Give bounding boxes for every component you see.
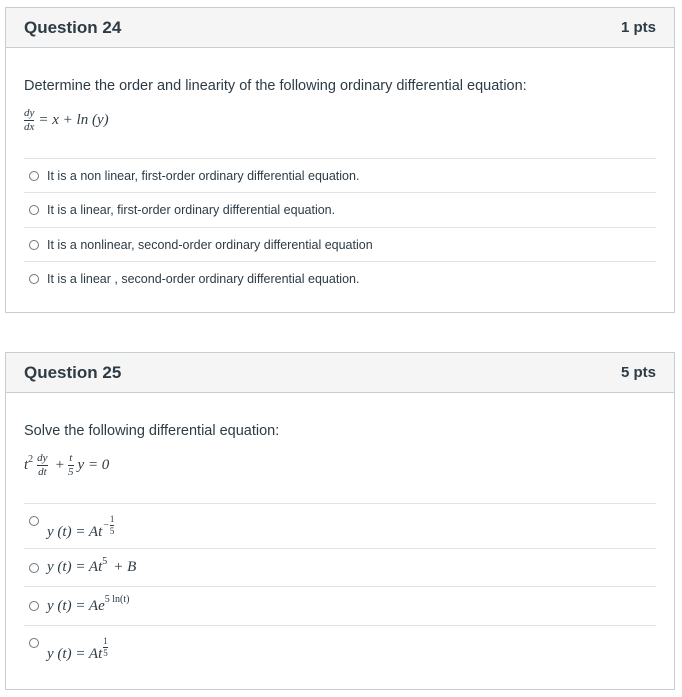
answer-option[interactable]	[24, 548, 656, 586]
derivative-fraction	[24, 108, 34, 133]
answer-base: y (t) = At	[47, 524, 103, 540]
question-header	[6, 353, 674, 393]
question-points: 5 pts	[620, 364, 656, 381]
fraction-numerator: dy	[37, 452, 48, 464]
fraction-numerator: t	[69, 452, 73, 464]
equation-t: t	[24, 457, 29, 473]
exponent-denominator: 5	[109, 526, 115, 536]
answer-math	[47, 636, 108, 665]
radio-button[interactable]	[29, 601, 39, 611]
answer-label: It is a linear, first-order ordinary differential equation.	[47, 203, 336, 217]
answer-option[interactable]	[24, 261, 656, 295]
radio-button[interactable]	[29, 171, 39, 181]
question-title: Question 25	[24, 362, 122, 382]
radio-button[interactable]	[29, 240, 39, 250]
radio-button[interactable]	[29, 205, 39, 215]
exponent-denominator: 5	[103, 648, 108, 658]
answer-list	[24, 158, 656, 295]
answer-option[interactable]	[24, 227, 656, 261]
answer-base: y (t) = At	[47, 559, 103, 575]
answer-label: It is a linear , second-order ordinary differential equation.	[47, 271, 360, 286]
answer-label: It is a non linear, first-order ordinary differential equation.	[47, 168, 360, 183]
fraction-numerator: dy	[24, 107, 35, 119]
question-points: 1 pts	[620, 19, 656, 36]
answer-math	[47, 514, 115, 543]
answer-math: y (t) = Ae $^{5 ln(t)}$	[47, 594, 130, 614]
question-24-card	[5, 7, 675, 313]
fraction-denominator: dx	[24, 121, 35, 133]
question-equation: t $^2$ $\frac{dy}{dt}$ + $\frac{t}{5}$ y = 0	[24, 452, 110, 478]
answer-tail: + B	[113, 559, 137, 575]
fraction-denominator: 5	[68, 466, 74, 478]
answer-list	[24, 503, 656, 673]
question-equation	[24, 108, 109, 133]
radio-button[interactable]	[29, 274, 39, 284]
equation-plus: +	[55, 457, 65, 473]
equation-rhs: = x + ln (y)	[38, 112, 109, 128]
exponent-numerator: 1	[109, 514, 115, 524]
answer-exponent	[103, 637, 108, 658]
radio-button[interactable]	[29, 638, 39, 648]
answer-option[interactable]	[24, 586, 656, 625]
answer-base: y (t) = Ae	[47, 597, 105, 614]
answer-option[interactable]	[24, 503, 656, 548]
answer-option[interactable]	[24, 158, 656, 192]
question-25-card	[5, 352, 675, 690]
coefficient-fraction	[68, 453, 74, 478]
radio-button[interactable]	[29, 516, 39, 526]
radio-button[interactable]	[29, 563, 39, 573]
answer-label: It is a nonlinear, second-order ordinary differential equation	[47, 237, 373, 252]
answer-exponent	[103, 515, 114, 536]
exponent-numerator: 1	[103, 636, 108, 646]
question-header	[6, 8, 674, 48]
equation-rest: y = 0	[77, 457, 110, 473]
answer-math: y (t) = At $^5$ + B	[47, 555, 137, 575]
question-prompt: Solve the following differential equation:	[24, 423, 280, 439]
fraction-denominator: dt	[38, 466, 47, 478]
answer-option[interactable]	[24, 625, 656, 673]
exponent-sign: −	[103, 520, 109, 531]
question-prompt: Determine the order and linearity of the following ordinary differential equation:	[24, 78, 527, 94]
answer-base: y (t) = At	[47, 646, 103, 662]
derivative-fraction	[37, 453, 47, 478]
answer-option[interactable]	[24, 192, 656, 227]
question-title: Question 24	[24, 17, 122, 37]
